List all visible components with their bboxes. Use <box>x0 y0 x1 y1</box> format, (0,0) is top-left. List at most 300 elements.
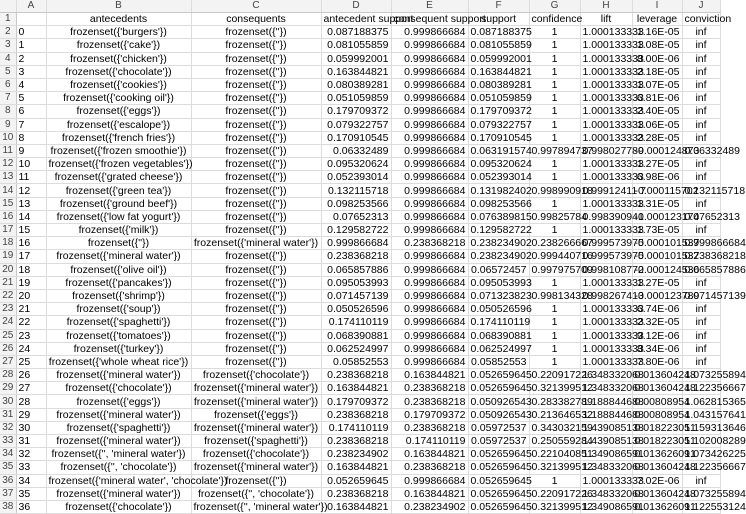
cell[interactable]: 1 <box>529 158 580 171</box>
row-header[interactable]: 5 <box>0 65 16 78</box>
cell[interactable]: 1 <box>529 39 580 52</box>
cell[interactable]: frozenset({'', 'mineral water'}) <box>191 500 321 513</box>
row-header[interactable]: 16 <box>0 210 16 223</box>
row-header[interactable]: 9 <box>0 118 16 131</box>
cell[interactable]: 1.000133333 <box>580 92 632 105</box>
cell[interactable]: frozenset({'ground beef'}) <box>46 197 191 210</box>
cell[interactable]: 1 <box>16 39 46 52</box>
cell[interactable]: frozenset({''}) <box>191 92 321 105</box>
cell[interactable]: 10 <box>16 158 46 171</box>
cell[interactable]: 0.163844821 <box>391 448 468 461</box>
cell[interactable]: 26 <box>16 369 46 382</box>
cell[interactable]: 0.999866684 <box>391 329 468 342</box>
cell[interactable]: 2.28E-05 <box>632 131 682 144</box>
cell[interactable]: frozenset({''}) <box>191 224 321 237</box>
cell[interactable]: 11 <box>16 171 46 184</box>
cell[interactable]: 27 <box>16 382 46 395</box>
cell[interactable]: 0.076389815 <box>468 210 529 223</box>
row-header[interactable]: 17 <box>0 224 16 237</box>
cell[interactable]: 31 <box>16 435 46 448</box>
cell[interactable]: 2.40E-05 <box>632 105 682 118</box>
cell[interactable]: 0.095320624 <box>468 158 529 171</box>
header-cell[interactable]: conviction <box>682 13 720 26</box>
cell[interactable]: frozenset({'mineral water'}) <box>191 421 321 434</box>
cell[interactable]: 0.098253566 <box>321 197 391 210</box>
cell[interactable]: 2 <box>16 52 46 65</box>
cell[interactable]: 1.348332068 <box>580 461 632 474</box>
cell[interactable]: 25 <box>16 355 46 368</box>
cell[interactable]: 0.052659645 <box>321 474 391 487</box>
cell[interactable]: 0.999866684 <box>321 237 391 250</box>
cell[interactable]: 0.132115718 <box>682 184 720 197</box>
cell[interactable]: 1.122356667 <box>682 382 720 395</box>
cell[interactable]: 1.000133333 <box>580 52 632 65</box>
cell[interactable]: frozenset({''}) <box>191 78 321 91</box>
cell[interactable]: 0.06332489 <box>682 144 720 157</box>
row-header[interactable]: 10 <box>0 131 16 144</box>
cell[interactable]: 0.050526596 <box>468 303 529 316</box>
cell[interactable]: 0.213646532 <box>529 408 580 421</box>
cell[interactable]: frozenset({''}) <box>191 39 321 52</box>
cell[interactable]: 0.179709372 <box>391 408 468 421</box>
cell[interactable]: 1.188844688 <box>580 408 632 421</box>
cell[interactable]: frozenset({'mineral water'}) <box>191 395 321 408</box>
cell[interactable]: 0.163844821 <box>468 65 529 78</box>
cell[interactable]: 35 <box>16 487 46 500</box>
cell[interactable]: 17 <box>16 250 46 263</box>
cell[interactable]: 0.999866684 <box>391 131 468 144</box>
cell[interactable]: 0.999866684 <box>391 224 468 237</box>
header-cell[interactable]: consequent support <box>391 13 468 26</box>
cell[interactable]: inf <box>682 329 720 342</box>
cell[interactable]: frozenset({'soup'}) <box>46 303 191 316</box>
cell[interactable]: 0.998108772 <box>580 263 632 276</box>
cell[interactable]: 0.050926543 <box>468 395 529 408</box>
cell[interactable]: 1.000133333 <box>580 276 632 289</box>
cell[interactable]: 9.12E-06 <box>632 329 682 342</box>
cell[interactable]: 1 <box>529 65 580 78</box>
cell[interactable]: frozenset({'french fries'}) <box>46 131 191 144</box>
row-header[interactable]: 3 <box>0 39 16 52</box>
cell[interactable]: 0.068390881 <box>468 329 529 342</box>
header-cell[interactable]: consequents <box>191 13 321 26</box>
cell[interactable]: 1.188844688 <box>580 395 632 408</box>
cell[interactable]: 0.013604248 <box>632 487 682 500</box>
cell[interactable]: 0.998990918 <box>529 184 580 197</box>
cell[interactable]: 0.052659645 <box>468 448 529 461</box>
cell[interactable]: -0.000123174 <box>632 210 682 223</box>
cell[interactable]: 0.238368218 <box>391 395 468 408</box>
row-header[interactable]: 25 <box>0 329 16 342</box>
cell[interactable]: 0.999866684 <box>391 118 468 131</box>
cell[interactable]: frozenset({'low fat yogurt'}) <box>46 210 191 223</box>
cell[interactable]: 0.062524997 <box>321 342 391 355</box>
row-header[interactable]: 20 <box>0 263 16 276</box>
cell[interactable]: 0.238368218 <box>391 237 468 250</box>
cell[interactable]: frozenset({'chocolate'}) <box>46 500 191 513</box>
cell[interactable]: frozenset({'chocolate'}) <box>191 369 321 382</box>
column-header-a[interactable]: A <box>16 0 46 13</box>
cell[interactable]: 0.999866684 <box>391 250 468 263</box>
column-header-c[interactable]: C <box>191 0 321 13</box>
cell[interactable]: 0.238234902 <box>391 500 468 513</box>
cell[interactable]: 0.059992001 <box>468 52 529 65</box>
cell[interactable]: 1.439085138 <box>580 435 632 448</box>
cell[interactable]: 1.06E-05 <box>632 118 682 131</box>
cell[interactable]: 0.163844821 <box>391 487 468 500</box>
cell[interactable]: 0.999866684 <box>391 303 468 316</box>
cell[interactable]: 0.063191574 <box>468 144 529 157</box>
column-header-i[interactable]: I <box>632 0 682 13</box>
row-header[interactable]: 18 <box>0 237 16 250</box>
cell[interactable]: frozenset({'burgers'}) <box>46 26 191 39</box>
cell[interactable]: 0.095320624 <box>321 158 391 171</box>
row-header[interactable]: 24 <box>0 316 16 329</box>
cell[interactable]: 0.05972537 <box>468 435 529 448</box>
cell[interactable]: 1.000133333 <box>580 171 632 184</box>
row-header[interactable]: 4 <box>0 52 16 65</box>
cell[interactable]: 6.74E-06 <box>632 303 682 316</box>
cell[interactable]: frozenset({''}) <box>191 263 321 276</box>
cell[interactable]: 7 <box>16 118 46 131</box>
row-header[interactable]: 33 <box>0 435 16 448</box>
cell[interactable]: 23 <box>16 329 46 342</box>
cell[interactable]: frozenset({'grated cheese'}) <box>46 171 191 184</box>
cell[interactable]: 0.174110119 <box>321 316 391 329</box>
cell[interactable]: 0.052393014 <box>321 171 391 184</box>
cell[interactable]: inf <box>682 224 720 237</box>
cell[interactable]: 1.043157641 <box>682 408 720 421</box>
cell[interactable]: 1.000133333 <box>580 118 632 131</box>
cell[interactable]: 0.321399512 <box>529 500 580 513</box>
cell[interactable]: 4 <box>16 78 46 91</box>
cell[interactable]: frozenset({'milk'}) <box>46 224 191 237</box>
cell[interactable]: frozenset({''}) <box>46 237 191 250</box>
cell[interactable]: 0.999866684 <box>391 26 468 39</box>
cell[interactable]: 19 <box>16 276 46 289</box>
cell[interactable]: 22 <box>16 316 46 329</box>
cell[interactable]: 0.999440716 <box>529 250 580 263</box>
cell[interactable]: 0.238234902 <box>321 448 391 461</box>
cell[interactable]: 0.018223051 <box>632 435 682 448</box>
cell[interactable]: 1 <box>529 131 580 144</box>
header-cell[interactable]: leverage <box>632 13 682 26</box>
row-header[interactable]: 29 <box>0 382 16 395</box>
cell[interactable]: inf <box>682 303 720 316</box>
cell[interactable]: 1 <box>529 276 580 289</box>
cell[interactable]: 0.998390941 <box>580 210 632 223</box>
cell[interactable]: 29 <box>16 408 46 421</box>
cell[interactable]: -0.000124873 <box>632 144 682 157</box>
cell[interactable]: 0.221040851 <box>529 448 580 461</box>
row-header[interactable]: 38 <box>0 500 16 513</box>
cell[interactable]: 0.999866684 <box>391 474 468 487</box>
cell[interactable]: 0.220917226 <box>529 369 580 382</box>
cell[interactable]: 0.170910545 <box>468 131 529 144</box>
cell[interactable]: 0.999866684 <box>391 52 468 65</box>
cell[interactable]: 0.06572457 <box>468 263 529 276</box>
row-header[interactable]: 32 <box>0 421 16 434</box>
cell[interactable]: frozenset({'turkey'}) <box>46 342 191 355</box>
row-header[interactable]: 26 <box>0 342 16 355</box>
cell[interactable]: 1.08E-05 <box>632 39 682 52</box>
cell[interactable]: frozenset({'mineral water'}) <box>191 237 321 250</box>
cell[interactable]: frozenset({'cake'}) <box>46 39 191 52</box>
cell[interactable]: 1.000133333 <box>580 158 632 171</box>
cell[interactable]: 24 <box>16 342 46 355</box>
cell[interactable]: 0.163844821 <box>391 369 468 382</box>
cell[interactable]: 1.349086591 <box>580 448 632 461</box>
cell[interactable]: frozenset({'mineral water'}) <box>46 408 191 421</box>
cell[interactable]: inf <box>682 474 720 487</box>
cell[interactable]: 1 <box>529 118 580 131</box>
cell[interactable]: 1 <box>529 105 580 118</box>
cell[interactable]: 0.999573975 <box>580 237 632 250</box>
row-header[interactable]: 23 <box>0 303 16 316</box>
cell[interactable]: frozenset({'cookies'}) <box>46 78 191 91</box>
cell[interactable]: 0.99825784 <box>529 210 580 223</box>
cell[interactable]: 0.321399512 <box>529 461 580 474</box>
cell[interactable]: inf <box>682 105 720 118</box>
cell[interactable]: 1.073255894 <box>682 487 720 500</box>
cell[interactable]: 1 <box>529 303 580 316</box>
cell[interactable]: 0.081055859 <box>321 39 391 52</box>
row-header[interactable]: 8 <box>0 105 16 118</box>
cell[interactable]: frozenset({'', 'mineral water'}) <box>46 448 191 461</box>
cell[interactable]: 0.999866684 <box>391 184 468 197</box>
cell[interactable]: 0.079322757 <box>321 118 391 131</box>
cell[interactable]: 0.999866684 <box>391 210 468 223</box>
cell[interactable]: 0.999573975 <box>580 250 632 263</box>
cell[interactable]: 5 <box>16 92 46 105</box>
cell[interactable]: 1 <box>529 78 580 91</box>
cell[interactable]: frozenset({''}) <box>191 210 321 223</box>
cell[interactable]: 1.348332068 <box>580 487 632 500</box>
cell[interactable]: 0.05972537 <box>468 421 529 434</box>
cell[interactable]: 32 <box>16 448 46 461</box>
cell[interactable]: frozenset({'pancakes'}) <box>46 276 191 289</box>
cell[interactable]: 0.999866684 <box>391 342 468 355</box>
cell[interactable]: 2.32E-05 <box>632 316 682 329</box>
cell[interactable]: 0.179709372 <box>321 395 391 408</box>
row-header[interactable]: 1 <box>0 13 16 26</box>
cell[interactable]: 33 <box>16 461 46 474</box>
cell[interactable]: frozenset({'chocolate'}) <box>46 382 191 395</box>
cell[interactable]: frozenset({'mineral water'}) <box>191 461 321 474</box>
cell[interactable]: 1.000133333 <box>580 78 632 91</box>
cell[interactable]: 0.071457139 <box>321 289 391 302</box>
cell[interactable]: 0.05852553 <box>468 355 529 368</box>
row-header[interactable]: 22 <box>0 289 16 302</box>
cell[interactable]: 1.000133333 <box>580 342 632 355</box>
cell[interactable]: 0.238368218 <box>391 421 468 434</box>
row-header[interactable]: 21 <box>0 276 16 289</box>
row-header[interactable]: 37 <box>0 487 16 500</box>
cell[interactable]: 0.013604248 <box>632 382 682 395</box>
cell[interactable]: 6.81E-06 <box>632 92 682 105</box>
cell[interactable]: 0.238368218 <box>321 369 391 382</box>
cell[interactable]: frozenset({''}) <box>191 131 321 144</box>
cell[interactable]: 0.238368218 <box>321 250 391 263</box>
cell[interactable]: 0.065857886 <box>682 263 720 276</box>
cell[interactable]: frozenset({'frozen smoothie'}) <box>46 144 191 157</box>
cell[interactable]: 3 <box>16 65 46 78</box>
cell[interactable]: 34 <box>16 474 46 487</box>
cell[interactable]: inf <box>682 316 720 329</box>
cell[interactable]: frozenset({'escalope'}) <box>46 118 191 131</box>
row-header[interactable]: 19 <box>0 250 16 263</box>
cell[interactable]: 0.999866684 <box>391 276 468 289</box>
cell[interactable]: 1.27E-05 <box>632 276 682 289</box>
row-header[interactable]: 12 <box>0 158 16 171</box>
cell[interactable]: frozenset({''}) <box>191 144 321 157</box>
cell[interactable]: -0.000101537 <box>632 237 682 250</box>
cell[interactable]: 0.051059859 <box>321 92 391 105</box>
cell[interactable]: 1.000133333 <box>580 26 632 39</box>
cell[interactable]: 0.999866684 <box>391 316 468 329</box>
cell[interactable]: inf <box>682 78 720 91</box>
cell[interactable]: frozenset({'olive oil'}) <box>46 263 191 276</box>
column-header-b[interactable]: B <box>46 0 191 13</box>
cell[interactable]: 0.071323823 <box>468 289 529 302</box>
header-cell[interactable]: antecedents <box>46 13 191 26</box>
cell[interactable]: 0.059992001 <box>321 52 391 65</box>
cell[interactable]: frozenset({'eggs'}) <box>46 105 191 118</box>
cell[interactable]: frozenset({''}) <box>191 355 321 368</box>
cell[interactable]: inf <box>682 65 720 78</box>
column-header-e[interactable]: E <box>391 0 468 13</box>
cell[interactable]: 1.000133333 <box>580 197 632 210</box>
cell[interactable]: 0.321399512 <box>529 382 580 395</box>
cell[interactable]: 0.00808954 <box>632 395 682 408</box>
cell[interactable]: 1.062815365 <box>682 395 720 408</box>
cell[interactable]: 0.163844821 <box>321 461 391 474</box>
cell[interactable]: 0.999866684 <box>391 39 468 52</box>
cell[interactable]: 1.16E-05 <box>632 26 682 39</box>
cell[interactable]: frozenset({'mineral water'}) <box>46 487 191 500</box>
cell[interactable]: 1 <box>529 329 580 342</box>
cell[interactable]: frozenset({'mineral water'}) <box>191 382 321 395</box>
cell[interactable]: 0.999866684 <box>391 65 468 78</box>
cell[interactable]: 1.349086591 <box>580 500 632 513</box>
header-cell[interactable]: lift <box>580 13 632 26</box>
row-header[interactable]: 15 <box>0 197 16 210</box>
cell[interactable]: 0.06332489 <box>321 144 391 157</box>
row-header[interactable]: 28 <box>0 369 16 382</box>
cell[interactable]: 1.000133333 <box>580 474 632 487</box>
cell[interactable]: 0.999866684 <box>391 92 468 105</box>
cell[interactable]: frozenset({''}) <box>191 52 321 65</box>
cell[interactable]: 0.052393014 <box>468 171 529 184</box>
cell[interactable]: 0.220917226 <box>529 487 580 500</box>
cell[interactable]: -0.000124536 <box>632 263 682 276</box>
cell[interactable]: 1.122356667 <box>682 461 720 474</box>
cell[interactable]: inf <box>682 92 720 105</box>
cell[interactable]: 7.02E-06 <box>632 474 682 487</box>
cell[interactable]: 0.998267413 <box>580 289 632 302</box>
cell[interactable]: 7.80E-06 <box>632 355 682 368</box>
cell[interactable]: 18 <box>16 263 46 276</box>
cell[interactable]: 2.18E-05 <box>632 65 682 78</box>
cell[interactable]: frozenset({'green tea'}) <box>46 184 191 197</box>
cell[interactable]: 0.238368218 <box>321 408 391 421</box>
cell[interactable]: 0.163844821 <box>321 382 391 395</box>
row-header[interactable]: 7 <box>0 92 16 105</box>
cell[interactable]: frozenset({'eggs'}) <box>46 395 191 408</box>
cell[interactable]: 1.073426225 <box>682 448 720 461</box>
row-header[interactable]: 34 <box>0 448 16 461</box>
cell[interactable]: inf <box>682 131 720 144</box>
cell[interactable]: 28 <box>16 395 46 408</box>
column-header-g[interactable]: G <box>529 0 580 13</box>
cell[interactable]: 0.132115718 <box>321 184 391 197</box>
cell[interactable]: 0.081055859 <box>468 39 529 52</box>
cell[interactable]: 0.05852553 <box>321 355 391 368</box>
cell[interactable]: 1.000133333 <box>580 329 632 342</box>
column-header-d[interactable]: D <box>321 0 391 13</box>
cell[interactable]: 0.997894737 <box>529 144 580 157</box>
header-cell[interactable]: antecedent support <box>321 13 391 26</box>
cell[interactable]: frozenset({''}) <box>191 342 321 355</box>
row-header[interactable]: 2 <box>0 26 16 39</box>
column-header-f[interactable]: F <box>468 0 529 13</box>
cell[interactable]: 0.999866684 <box>391 158 468 171</box>
cell[interactable]: frozenset({''}) <box>191 118 321 131</box>
cell[interactable]: 0.07652313 <box>321 210 391 223</box>
cell[interactable]: 21 <box>16 303 46 316</box>
cell[interactable]: 1.000133333 <box>580 355 632 368</box>
cell[interactable]: frozenset({'mineral water'}) <box>46 369 191 382</box>
cell[interactable]: 1.31E-05 <box>632 197 682 210</box>
cell[interactable]: 0.238368218 <box>391 382 468 395</box>
cell[interactable]: 30 <box>16 421 46 434</box>
cell[interactable]: 0.998027789 <box>580 144 632 157</box>
cell[interactable]: 6 <box>16 105 46 118</box>
cell[interactable]: 0.179709372 <box>468 105 529 118</box>
cell[interactable]: 0.999866684 <box>391 171 468 184</box>
cell[interactable]: 0.238234902 <box>468 237 529 250</box>
cell[interactable]: 8.00E-06 <box>632 52 682 65</box>
cell[interactable]: 1 <box>529 474 580 487</box>
cell[interactable]: frozenset({'whole wheat rice'}) <box>46 355 191 368</box>
cell[interactable]: 0.238368218 <box>391 461 468 474</box>
row-header[interactable]: 35 <box>0 461 16 474</box>
cell[interactable]: frozenset({'spaghetti'}) <box>46 421 191 434</box>
cell[interactable]: frozenset({'spaghetti'}) <box>191 435 321 448</box>
cell[interactable]: 1.348332068 <box>580 382 632 395</box>
header-cell[interactable]: support <box>468 13 529 26</box>
cell[interactable]: 0.087188375 <box>468 26 529 39</box>
cell[interactable]: frozenset({'mineral water'}) <box>46 250 191 263</box>
cell[interactable]: frozenset({''}) <box>191 65 321 78</box>
cell[interactable]: 0.999866684 <box>391 197 468 210</box>
cell[interactable]: 0.098253566 <box>468 197 529 210</box>
cell[interactable]: 0.065857886 <box>321 263 391 276</box>
cell[interactable]: frozenset({''}) <box>191 289 321 302</box>
cell[interactable]: 0.052659645 <box>468 382 529 395</box>
cell[interactable]: frozenset({''}) <box>191 105 321 118</box>
cell[interactable]: frozenset({''}) <box>191 158 321 171</box>
cell[interactable]: 0.018223051 <box>632 421 682 434</box>
cell[interactable]: 0.052659645 <box>468 461 529 474</box>
cell[interactable]: 0.998134328 <box>529 289 580 302</box>
cell[interactable]: frozenset({''}) <box>191 184 321 197</box>
cell[interactable]: 0.052659645 <box>468 369 529 382</box>
cell[interactable]: frozenset({'cooking oil'}) <box>46 92 191 105</box>
cell[interactable]: frozenset({'', 'chocolate'}) <box>46 461 191 474</box>
cell[interactable]: 1.000133333 <box>580 65 632 78</box>
cell[interactable]: frozenset({'chicken'}) <box>46 52 191 65</box>
